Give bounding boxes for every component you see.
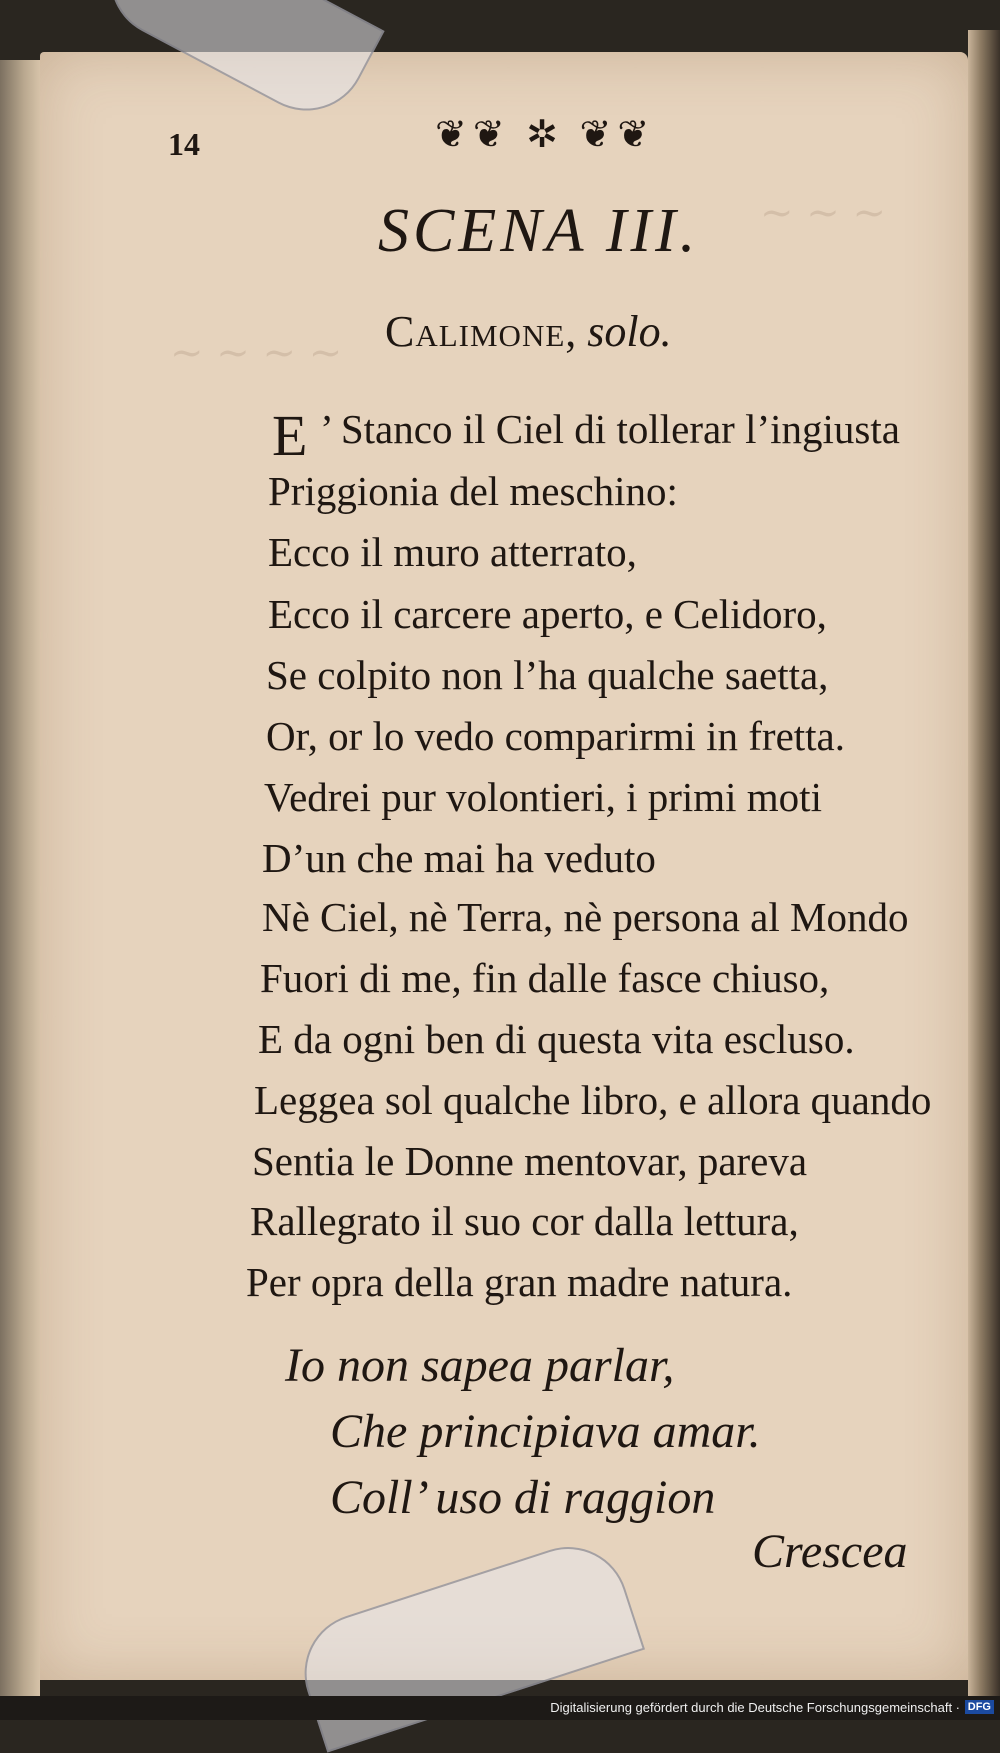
aria-line-3: Coll’ uso di raggion [330,1471,716,1524]
scene-heading: SCENA III. [378,197,700,265]
catchword: Crescea [752,1525,908,1578]
show-through-text: ~ ~ ~ [760,190,886,236]
dfg-logo: DFG [965,1700,994,1714]
ornament-header: ❦❦ ✲ ❦❦ [435,114,656,156]
verse-line-12: Leggea sol qualche libro, e allora quando [254,1077,932,1123]
digitization-credit: Digitalisierung gefördert durch die Deutsche Forschungsgemeinschaft · [550,1700,960,1715]
verse-line-9: Nè Ciel, nè Terra, nè persona al Mondo [262,894,909,940]
verse-line-11: E da ogni ben di questa vita escluso. [258,1016,855,1062]
aria-line-2: Che principiava amar. [330,1405,761,1458]
show-through-text: ~ ~ ~ ~ [170,330,343,376]
verse-line-5: Se colpito non l’ha qualche saetta, [266,652,829,698]
book-edge-left [0,60,40,1720]
verse-line-15: Per opra della gran madre natura. [246,1259,793,1305]
verse-line-10: Fuori di me, fin dalle fasce chiuso, [260,955,830,1001]
page-number: 14 [168,126,200,162]
character-line: Calimone, solo. [385,307,672,356]
verse-line-2: Priggionia del meschino: [268,468,678,514]
verse-line-13: Sentia le Donne mentovar, pareva [252,1138,808,1184]
verse-line-8: D’un che mai ha veduto [262,835,656,881]
verse-line-3: Ecco il muro atterrato, [268,529,637,575]
verse-line-6: Or, or lo vedo comparirmi in fretta. [266,713,846,759]
aria-line-1: Io non sapea parlar, [285,1339,675,1392]
verse-line-7: Vedrei pur volontieri, i primi moti [264,774,822,820]
character-name: Calimone [385,307,566,356]
character-note: solo. [587,307,672,356]
verse-line-14: Rallegrato il suo cor dalla lettura, [250,1198,799,1244]
book-edge-right [968,30,1000,1720]
verse-line-1: ’ Stanco il Ciel di tollerar l’ingiusta [320,406,900,452]
drop-cap: E [272,403,308,468]
verse-line-4: Ecco il carcere aperto, e Celidoro, [268,591,827,637]
